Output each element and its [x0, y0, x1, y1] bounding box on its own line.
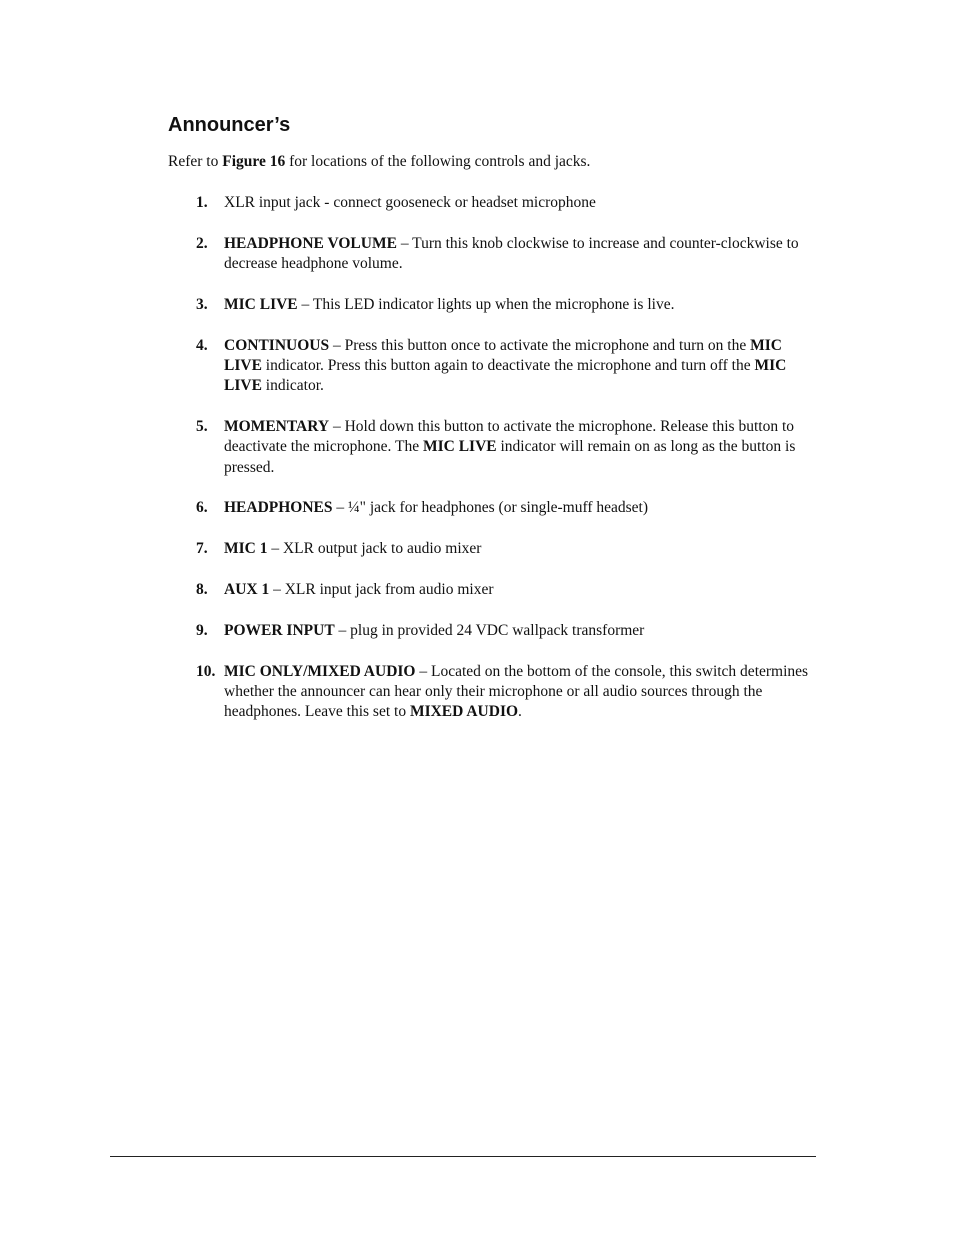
item-number: 6. — [196, 499, 208, 517]
item-number: 3. — [196, 295, 208, 313]
footer-rule — [110, 1156, 816, 1157]
section-heading: Announcer’s — [168, 114, 291, 136]
item-number: 5. — [196, 418, 208, 436]
list-item — [196, 498, 816, 518]
controls-list — [196, 193, 816, 743]
item-number: 2. — [196, 234, 208, 252]
item-term: MIC LIVE — [224, 336, 782, 374]
item-term: MIC LIVE — [224, 295, 298, 313]
item-description: – XLR input jack from audio mixer — [269, 581, 494, 599]
item-text — [224, 194, 596, 211]
item-description: – This LED indicator lights up when the microphone is live. — [297, 295, 675, 313]
item-number: 1. — [196, 194, 208, 211]
list-item — [196, 417, 816, 478]
item-term: MIC LIVE — [224, 356, 787, 395]
item-term: CONTINUOUS — [224, 336, 330, 354]
item-term: HEADPHONES — [224, 499, 333, 517]
item-term: MOMENTARY — [224, 418, 330, 436]
item-number: 10. — [196, 662, 216, 680]
item-term: MIC ONLY/MIXED AUDIO — [224, 662, 416, 680]
item-description: indicator. Press this button again to deactivate the microphone and turn off the — [261, 356, 755, 374]
item-description: – Located on the bottom of the console, this switch determines whether the announcer can hear only their microphone or all audio sources through the headphones. Leave this set to — [224, 662, 809, 721]
item-text — [224, 540, 481, 557]
item-term: MIC 1 — [224, 540, 268, 558]
item-description: – XLR output jack to audio mixer — [267, 540, 482, 558]
item-text — [224, 296, 674, 313]
list-item — [196, 336, 816, 397]
item-term: HEADPHONE VOLUME — [224, 234, 397, 252]
list-item — [196, 621, 816, 641]
item-number: 8. — [196, 581, 208, 599]
item-term: MIXED AUDIO — [409, 703, 519, 721]
item-term: AUX 1 — [224, 581, 270, 599]
list-item — [196, 580, 816, 600]
item-description: – Turn this knob clockwise to increase and counter-clockwise to decrease headphone volume. — [224, 234, 799, 273]
item-description: – Hold down this button to activate the microphone. Release this button to deactivate the microphone. The — [224, 418, 795, 456]
intro-text-after: for locations of the following controls and jacks. — [285, 153, 591, 170]
list-item — [196, 662, 816, 723]
item-description: – plug in provided 24 VDC wallpack transformer — [334, 621, 645, 639]
item-text — [224, 663, 808, 721]
item-text — [224, 622, 644, 639]
item-description: indicator will remain on as long as the button is pressed. — [224, 438, 796, 476]
item-text — [224, 581, 494, 598]
item-term: POWER INPUT — [224, 621, 335, 639]
list-item — [196, 539, 816, 559]
item-term: MIC LIVE — [422, 438, 497, 456]
item-text — [224, 235, 799, 272]
item-description: XLR input jack - connect gooseneck or headset microphone — [224, 194, 596, 211]
item-number: 9. — [196, 621, 208, 639]
item-description: . — [518, 703, 522, 721]
item-number: 7. — [196, 540, 208, 558]
item-number: 4. — [196, 336, 208, 354]
item-description: – Press this button once to activate the microphone and turn on the — [329, 336, 751, 354]
item-text — [224, 418, 795, 476]
item-description: indicator. — [261, 377, 324, 395]
list-item — [196, 193, 816, 213]
list-item — [196, 234, 816, 275]
intro-text-before: Refer to — [168, 153, 223, 170]
intro-paragraph — [168, 152, 590, 172]
item-text — [224, 499, 648, 516]
list-item — [196, 295, 816, 315]
item-description: – ¼" jack for headphones (or single-muff headset) — [332, 499, 649, 517]
figure-reference: Figure 16 — [222, 153, 286, 170]
item-text — [224, 337, 786, 395]
